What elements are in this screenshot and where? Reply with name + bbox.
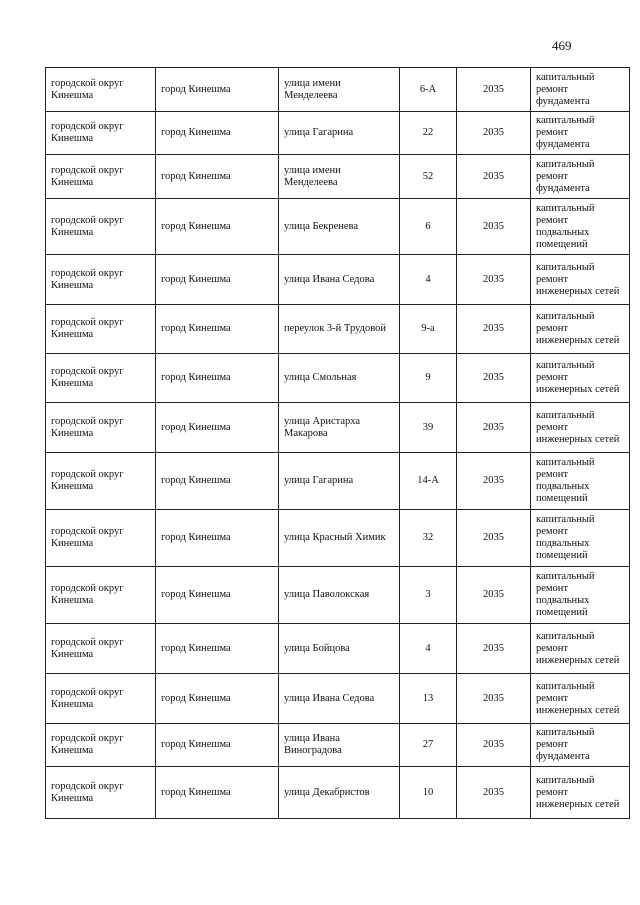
city-cell: город Кинешма xyxy=(156,403,279,453)
page-number: 469 xyxy=(552,38,572,53)
house-number-cell: 9-а xyxy=(400,305,457,354)
work-type-cell: капитальный ремонт подвальных помещений xyxy=(531,510,630,567)
city-cell: город Кинешма xyxy=(156,155,279,199)
table-row xyxy=(46,624,630,674)
street-cell: улица имени Менделеева xyxy=(279,68,400,112)
district-cell: городской округ Кинешма xyxy=(46,767,156,819)
table-row xyxy=(46,724,630,767)
district-cell: городской округ Кинешма xyxy=(46,674,156,724)
street-cell: улица Гагарина xyxy=(279,112,400,155)
city-cell: город Кинешма xyxy=(156,624,279,674)
table-row xyxy=(46,674,630,724)
house-number-cell: 6 xyxy=(400,199,457,255)
house-number-cell: 14-А xyxy=(400,453,457,510)
year-cell: 2035 xyxy=(457,674,531,724)
table-row xyxy=(46,510,630,567)
district-cell: городской округ Кинешма xyxy=(46,68,156,112)
street-cell: улица Ивана Седова xyxy=(279,255,400,305)
district-cell: городской округ Кинешма xyxy=(46,305,156,354)
year-cell: 2035 xyxy=(457,155,531,199)
work-type-cell: капитальный ремонт инженерных сетей xyxy=(531,255,630,305)
city-cell: город Кинешма xyxy=(156,767,279,819)
work-type-cell: капитальный ремонт фундамента xyxy=(531,155,630,199)
city-cell: город Кинешма xyxy=(156,255,279,305)
district-cell: городской округ Кинешма xyxy=(46,453,156,510)
housing-repair-table xyxy=(45,67,630,819)
house-number-cell: 9 xyxy=(400,354,457,403)
table-body xyxy=(46,68,630,819)
district-cell: городской округ Кинешма xyxy=(46,403,156,453)
table-row xyxy=(46,767,630,819)
street-cell: улица имени Менделеева xyxy=(279,155,400,199)
table-row xyxy=(46,354,630,403)
house-number-cell: 6-А xyxy=(400,68,457,112)
work-type-cell: капитальный ремонт инженерных сетей xyxy=(531,354,630,403)
street-cell: улица Бойцова xyxy=(279,624,400,674)
house-number-cell: 52 xyxy=(400,155,457,199)
city-cell: город Кинешма xyxy=(156,199,279,255)
year-cell: 2035 xyxy=(457,68,531,112)
district-cell: городской округ Кинешма xyxy=(46,155,156,199)
street-cell: улица Смольная xyxy=(279,354,400,403)
year-cell: 2035 xyxy=(457,767,531,819)
house-number-cell: 39 xyxy=(400,403,457,453)
table-row xyxy=(46,255,630,305)
work-type-cell: капитальный ремонт фундамента xyxy=(531,68,630,112)
year-cell: 2035 xyxy=(457,305,531,354)
year-cell: 2035 xyxy=(457,199,531,255)
house-number-cell: 32 xyxy=(400,510,457,567)
house-number-cell: 10 xyxy=(400,767,457,819)
street-cell: улица Гагарина xyxy=(279,453,400,510)
work-type-cell: капитальный ремонт фундамента xyxy=(531,724,630,767)
work-type-cell: капитальный ремонт подвальных помещений xyxy=(531,199,630,255)
street-cell: переулок 3-й Трудовой xyxy=(279,305,400,354)
city-cell: город Кинешма xyxy=(156,674,279,724)
table-row xyxy=(46,199,630,255)
district-cell: городской округ Кинешма xyxy=(46,354,156,403)
table-row xyxy=(46,68,630,112)
year-cell: 2035 xyxy=(457,624,531,674)
work-type-cell: капитальный ремонт инженерных сетей xyxy=(531,767,630,819)
work-type-cell: капитальный ремонт инженерных сетей xyxy=(531,403,630,453)
work-type-cell: капитальный ремонт инженерных сетей xyxy=(531,305,630,354)
year-cell: 2035 xyxy=(457,354,531,403)
work-type-cell: капитальный ремонт инженерных сетей xyxy=(531,674,630,724)
district-cell: городской округ Кинешма xyxy=(46,255,156,305)
year-cell: 2035 xyxy=(457,724,531,767)
city-cell: город Кинешма xyxy=(156,68,279,112)
year-cell: 2035 xyxy=(457,453,531,510)
city-cell: город Кинешма xyxy=(156,724,279,767)
city-cell: город Кинешма xyxy=(156,510,279,567)
city-cell: город Кинешма xyxy=(156,567,279,624)
street-cell: улица Декабристов xyxy=(279,767,400,819)
house-number-cell: 4 xyxy=(400,255,457,305)
table-row xyxy=(46,403,630,453)
house-number-cell: 13 xyxy=(400,674,457,724)
district-cell: городской округ Кинешма xyxy=(46,112,156,155)
house-number-cell: 27 xyxy=(400,724,457,767)
street-cell: улица Паволокская xyxy=(279,567,400,624)
work-type-cell: капитальный ремонт подвальных помещений xyxy=(531,453,630,510)
city-cell: город Кинешма xyxy=(156,354,279,403)
house-number-cell: 3 xyxy=(400,567,457,624)
work-type-cell: капитальный ремонт инженерных сетей xyxy=(531,624,630,674)
street-cell: улица Аристарха Макарова xyxy=(279,403,400,453)
table-row xyxy=(46,453,630,510)
district-cell: городской округ Кинешма xyxy=(46,510,156,567)
table-row xyxy=(46,155,630,199)
street-cell: улица Красный Химик xyxy=(279,510,400,567)
district-cell: городской округ Кинешма xyxy=(46,199,156,255)
district-cell: городской округ Кинешма xyxy=(46,624,156,674)
district-cell: городской округ Кинешма xyxy=(46,567,156,624)
year-cell: 2035 xyxy=(457,255,531,305)
year-cell: 2035 xyxy=(457,510,531,567)
street-cell: улица Бекренева xyxy=(279,199,400,255)
table-row xyxy=(46,305,630,354)
table-row xyxy=(46,112,630,155)
table-row xyxy=(46,567,630,624)
year-cell: 2035 xyxy=(457,403,531,453)
city-cell: город Кинешма xyxy=(156,112,279,155)
city-cell: город Кинешма xyxy=(156,305,279,354)
house-number-cell: 4 xyxy=(400,624,457,674)
city-cell: город Кинешма xyxy=(156,453,279,510)
street-cell: улица Ивана Седова xyxy=(279,674,400,724)
year-cell: 2035 xyxy=(457,567,531,624)
year-cell: 2035 xyxy=(457,112,531,155)
district-cell: городской округ Кинешма xyxy=(46,724,156,767)
street-cell: улица Ивана Виноградова xyxy=(279,724,400,767)
work-type-cell: капитальный ремонт фундамента xyxy=(531,112,630,155)
work-type-cell: капитальный ремонт подвальных помещений xyxy=(531,567,630,624)
house-number-cell: 22 xyxy=(400,112,457,155)
